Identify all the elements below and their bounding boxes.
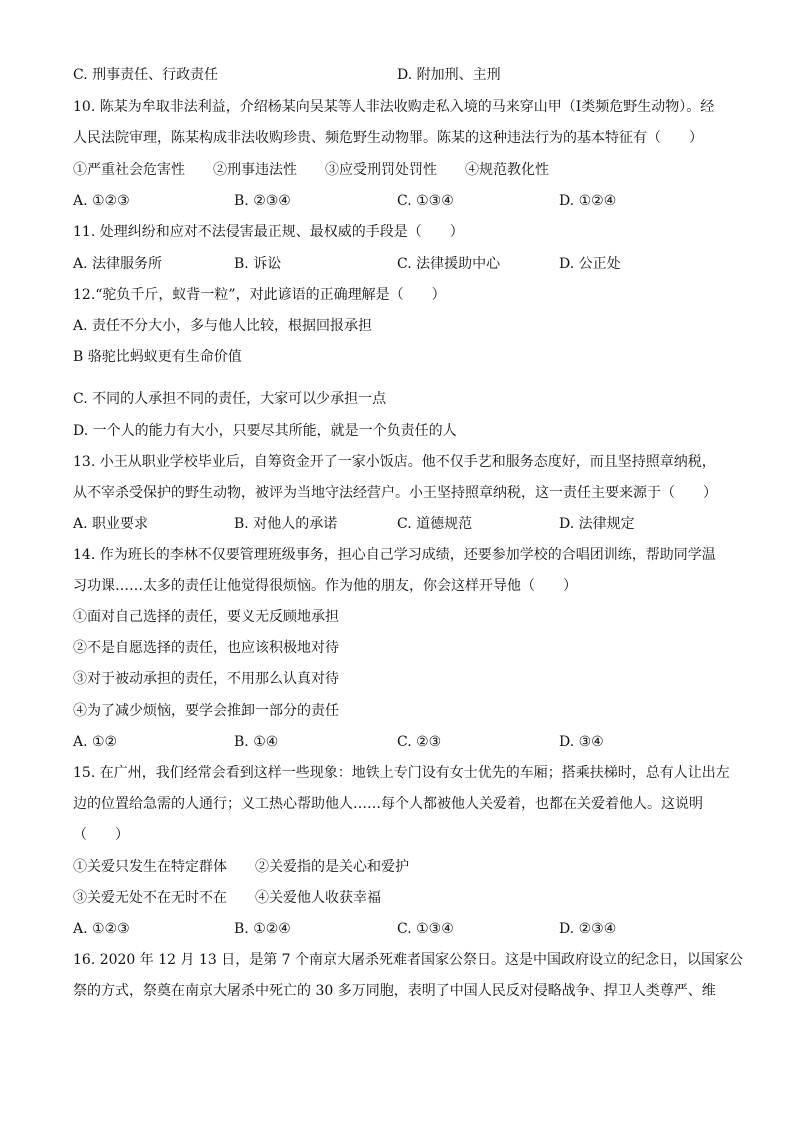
q14-option-d: D. ③④ (559, 734, 604, 750)
q14-item-4: ④为了减少烦恼，要学会推卸一部分的责任 (73, 703, 339, 719)
q12-option-b: B 骆驼比蚂蚁更有生命价值 (73, 349, 242, 365)
q13-option-a: A. 职业要求 (73, 516, 149, 532)
q15-stem-line2: 边的位置给急需的人通行；义工热心帮助他人……每个人都被他人关爱着，也都在关爱着他人。这说明 (73, 796, 703, 812)
q13-option-d: D. 法律规定 (559, 516, 635, 532)
q14-option-c: C. ②③ (397, 734, 442, 750)
q10-stem-line1: 10. 陈某为牟取非法利益，介绍杨某向吴某等人非法收购走私入境的马来穿山甲（I类频危野生动物）。经 (73, 99, 715, 115)
q13-option-c: C. 道德规范 (397, 516, 473, 532)
q14-item-3: ③对于被动承担的责任，不用那么认真对待 (73, 671, 339, 687)
q14-option-b: B. ①④ (234, 734, 279, 750)
q15-option-d: D. ②③④ (559, 921, 617, 937)
q14-stem-line1: 14. 作为班长的李林不仅要管理班级事务，担心自己学习成绩，还要参加学校的合唱团训练，帮助同学温 (73, 547, 716, 563)
q15-item-row-2: ③关爱无处不在无时不在 ④关爱他人收获幸福 (73, 890, 381, 906)
q10-option-c: C. ①③④ (397, 193, 454, 209)
q12-option-c: C. 不同的人承担不同的责任，大家可以少承担一点 (73, 391, 387, 407)
q10-option-b: B. ②③④ (234, 193, 291, 209)
q11-stem: 11. 处理纠纷和应对不法侵害最正规、最权威的手段是（ ） (73, 224, 464, 240)
q11-option-d: D. 公正处 (559, 256, 621, 272)
q12-option-d: D. 一个人的能力有大小，只要尽其所能，就是一个负责任的人 (73, 423, 457, 439)
q11-option-c: C. 法律援助中心 (397, 256, 501, 272)
q15-stem-line3: （ ） (73, 827, 129, 843)
q13-stem-line1: 13. 小王从职业学校毕业后，自筹资金开了一家小饭店。他不仅手艺和服务态度好，而且坚持照章纳税， (73, 454, 716, 470)
q10-items: ①严重社会危害性 ②刑事违法性 ③应受刑罚处罚性 ④规范教化性 (73, 162, 549, 178)
q15-option-a: A. ①②③ (73, 921, 130, 937)
q12-option-a: A. 责任不分大小，多与他人比较，根据回报承担 (73, 318, 373, 334)
q16-stem-line2: 祭的方式，祭奠在南京大屠杀中死亡的 30 多万同胞，表明了中国人民反对侵略战争、捍卫人类尊严、维 (73, 983, 716, 999)
q10-option-a: A. ①②③ (73, 193, 130, 209)
q15-item-row-1: ①关爱只发生在特定群体 ②关爱指的是关心和爱护 (73, 859, 409, 875)
q10-option-d: D. ①②④ (559, 193, 617, 209)
q14-option-a: A. ①② (73, 734, 118, 750)
q14-item-2: ②不是自愿选择的责任，也应该积极地对待 (73, 640, 339, 656)
option-d-prev: D. 附加刑、主刑 (397, 67, 501, 83)
q10-stem-line2: 人民法院审理，陈某构成非法收购珍贵、频危野生动物罪。陈某的这种违法行为的基本特征有（ ） (73, 130, 703, 146)
q15-stem-line1: 15. 在广州，我们经常会看到这样一些现象：地铁上专门设有女士优先的车厢；搭乘扶梯时，总有人让出左 (73, 765, 730, 781)
option-c-prev: C. 刑事责任、行政责任 (73, 67, 219, 83)
q16-stem-line1: 16. 2020 年 12 月 13 日，是第 7 个南京大屠杀死难者国家公祭日。这是中国政府设立的纪念日，以国家公 (73, 952, 744, 968)
q15-option-b: B. ①②④ (234, 921, 291, 937)
q12-stem: 12.“驼负千斤，蚁背一粒”，对此谚语的正确理解是（ ） (73, 287, 446, 303)
q13-option-b: B. 对他人的承诺 (234, 516, 338, 532)
q11-option-b: B. 诉讼 (234, 256, 282, 272)
q14-stem-line2: 习功课……太多的责任让他觉得很烦恼。作为他的朋友，你会这样开导他（ ） (73, 578, 577, 594)
q15-option-c: C. ①③④ (397, 921, 454, 937)
q13-stem-line2: 从不宰杀受保护的野生动物，被评为当地守法经营户。小王坚持照章纳税，这一责任主要来源于（ ） (73, 485, 717, 501)
q14-item-1: ①面对自己选择的责任，要义无反顾地承担 (73, 609, 339, 625)
q11-option-a: A. 法律服务所 (73, 256, 163, 272)
